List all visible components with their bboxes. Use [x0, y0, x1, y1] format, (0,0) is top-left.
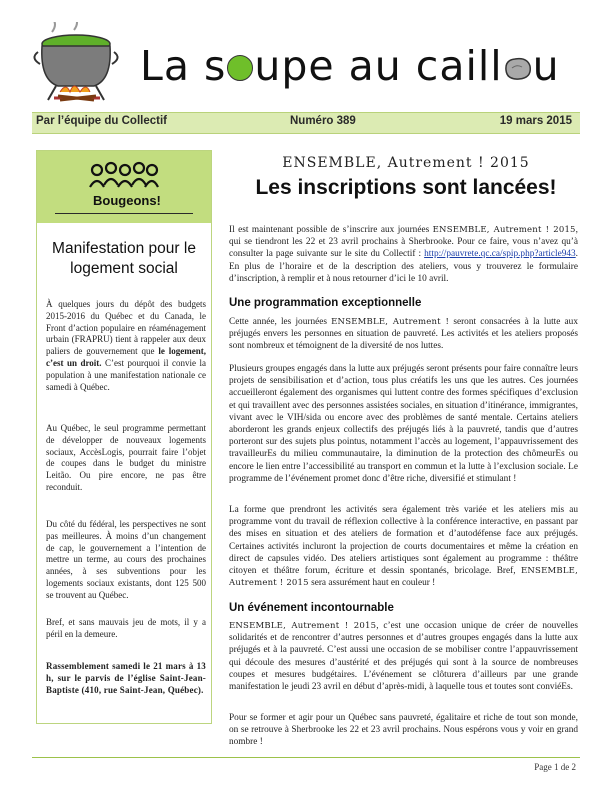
author-label: Par l’équipe du Collectif [36, 115, 167, 127]
section-heading: Un événement incontournable [229, 602, 394, 614]
rally-notice: Rassemblement samedi le 21 mars à 13 h, sur le parvis de l’église Saint-Jean-Baptiste (410, rue Saint-Jean, Québec). [46, 661, 206, 695]
article-paragraph: Il est maintenant possible de s’inscrire aux journées ENSEMBLE, Autrement ! 2015, qui se tiendront les 22 et 23 avril prochains à Sherbrooke. Pour ce faire, vous n’avez qu’à consulter la page suivante sur le site du Collectif : http://pauvrete.qc.ca/spip.php?article943. En plus de l’horaire et de la description des ateliers, vous y trouverez le formulaire d’inscription, à remplir et à nous retourner d’ici le 10 avril. [229, 225, 578, 284]
article-paragraph: Pour se former et agir pour un Québec sans pauvreté, égalitaire et riche de tout son monde, on se retrouve à Sherbrooke les 22 et 23 avril prochains. Nous espérons vous y voir en grand nombre ! [229, 713, 578, 748]
sidebar-paragraph: Bref, et sans mauvais jeu de mots, il y a péril en la demeure. [46, 617, 206, 639]
headline: Les inscriptions sont lancées! [255, 176, 557, 199]
issue-date: 19 mars 2015 [499, 115, 572, 127]
article-paragraph: La forme que prendront les activités sera également très variée et les ateliers mis au programme vont du travail de réflexion collective à la conférence interactive, en passant par des mises en situation et des ateliers de formation et d’autodéfense face aux préjugés. Certaines activités incluront la projection de courts documentaires et même la création en direct de capsules vidéo. Des ateliers artistiques sont également au programme : théâtre citoyen et théâtre forum, écriture et dessin spontanés, bricolage. Bref, ENSEMBLE, Autrement ! 2015 sera assurément haut en couleur ! [229, 505, 578, 589]
article-paragraph: Plusieurs groupes engagés dans la lutte aux préjugés seront présents pour faire connaître leurs projets de sensibilisation et d’action, tous plus créatifs les uns que les autres. Ces journées accueilleront également des organismes qui luttent contre des formes spécifiques d’exclusion et qui travaillent avec des personnes assistées sociales, en situation d’itinérance, immigrantes, vivant avec le VIH/sida ou encore avec des problèmes de santé mentale. Certains ateliers aborderont les grands enjeux collectifs des préjugés liés à la pauvreté, tandis que d’autres porteront sur des sujets plus pointus, notamment l’accès au logement, l’appauvrissement des travailleurEs du milieu communautaire, la diminution de la protection des chômeurEs ou encore le lien entre l’accessibilité au transport en commun et la lutte à l’exclusion sociale. Le programme de l’événement promet donc d’être riche, diversifié et stimulant ! [229, 364, 578, 484]
cooking-pot-icon [30, 22, 122, 102]
sidebar-paragraph: Au Québec, le seul programme permettant de développer de nouveaux logements sociaux, AccèsLogis, pourrait faire l’objet de coupes dans le budget du ministre Leitão. Ou pire encore, ne pas être reconduit. [46, 423, 206, 492]
article-link[interactable]: http://pauvrete.qc.ca/spip.php?article943 [424, 249, 576, 260]
stone-icon [503, 56, 533, 82]
section-label: Bougeons! [93, 193, 161, 208]
sidebar-title: Manifestation pour le logement social [52, 240, 196, 277]
section-heading: Une programmation exceptionnelle [229, 297, 422, 309]
event-kicker: ENSEMBLE, Autrement ! 2015 [282, 155, 530, 171]
page-number: Page 1 de 2 [534, 762, 576, 772]
issue-number: Numéro 389 [290, 115, 356, 127]
sidebar-paragraph: À quelques jours du dépôt des budgets 2015-2016 du Québec et du Canada, le Front d’action populaire en réaménagement urbain (FRAPRU) tient à rappeler aux deux paliers de gouvernement que le logement, c’est un droit. C’est pourquoi il convie la population à une manifestation nationale ce samedi à Québec. [46, 299, 206, 392]
sidebar-paragraph: Du côté du fédéral, les perspectives ne sont pas meilleures. À moins d’un changement de cap, le gouvernement a l’intention de mettre un terme, au cours des prochaines années, à ses subventions pour les logements sociaux existants, dont 125 500 se trouvent au Québec. [46, 519, 206, 600]
divider [55, 213, 193, 214]
footer-divider [32, 757, 580, 758]
masthead-title: La s upe au caill u [140, 42, 560, 90]
issue-info-bar [32, 112, 580, 134]
soup-o-icon [227, 55, 253, 81]
sidebar-header [37, 151, 211, 223]
article-paragraph: ENSEMBLE, Autrement ! 2015, c’est une occasion unique de créer de nouvelles solidarités et de rencontrer d’autres personnes et d’autres groupes engagés dans la lutte aux préjugés et à la pauvreté. C’est aussi une occasion de se mobiliser contre l’appauvrissement qui découle des mesures d’austérité et des préjugés qui sont à la source de nombreuses coupes et mesures budgétaires. L’événement se clôturera d’ailleurs par une grande manifestation le jeudi 23 avril en début d’après-midi, à laquelle tous et toutes sont conviéEs. [229, 621, 578, 693]
masthead [30, 22, 590, 102]
crowd-icon [89, 161, 159, 189]
sidebar [36, 150, 212, 724]
article-paragraph: Cette année, les journées ENSEMBLE, Autrement ! seront consacrées à la lutte aux préjugés envers les personnes en situation de pauvreté. Les activités et les ateliers proposés sont nombreux et témoignent de la diversité de nos luttes. [229, 317, 578, 352]
